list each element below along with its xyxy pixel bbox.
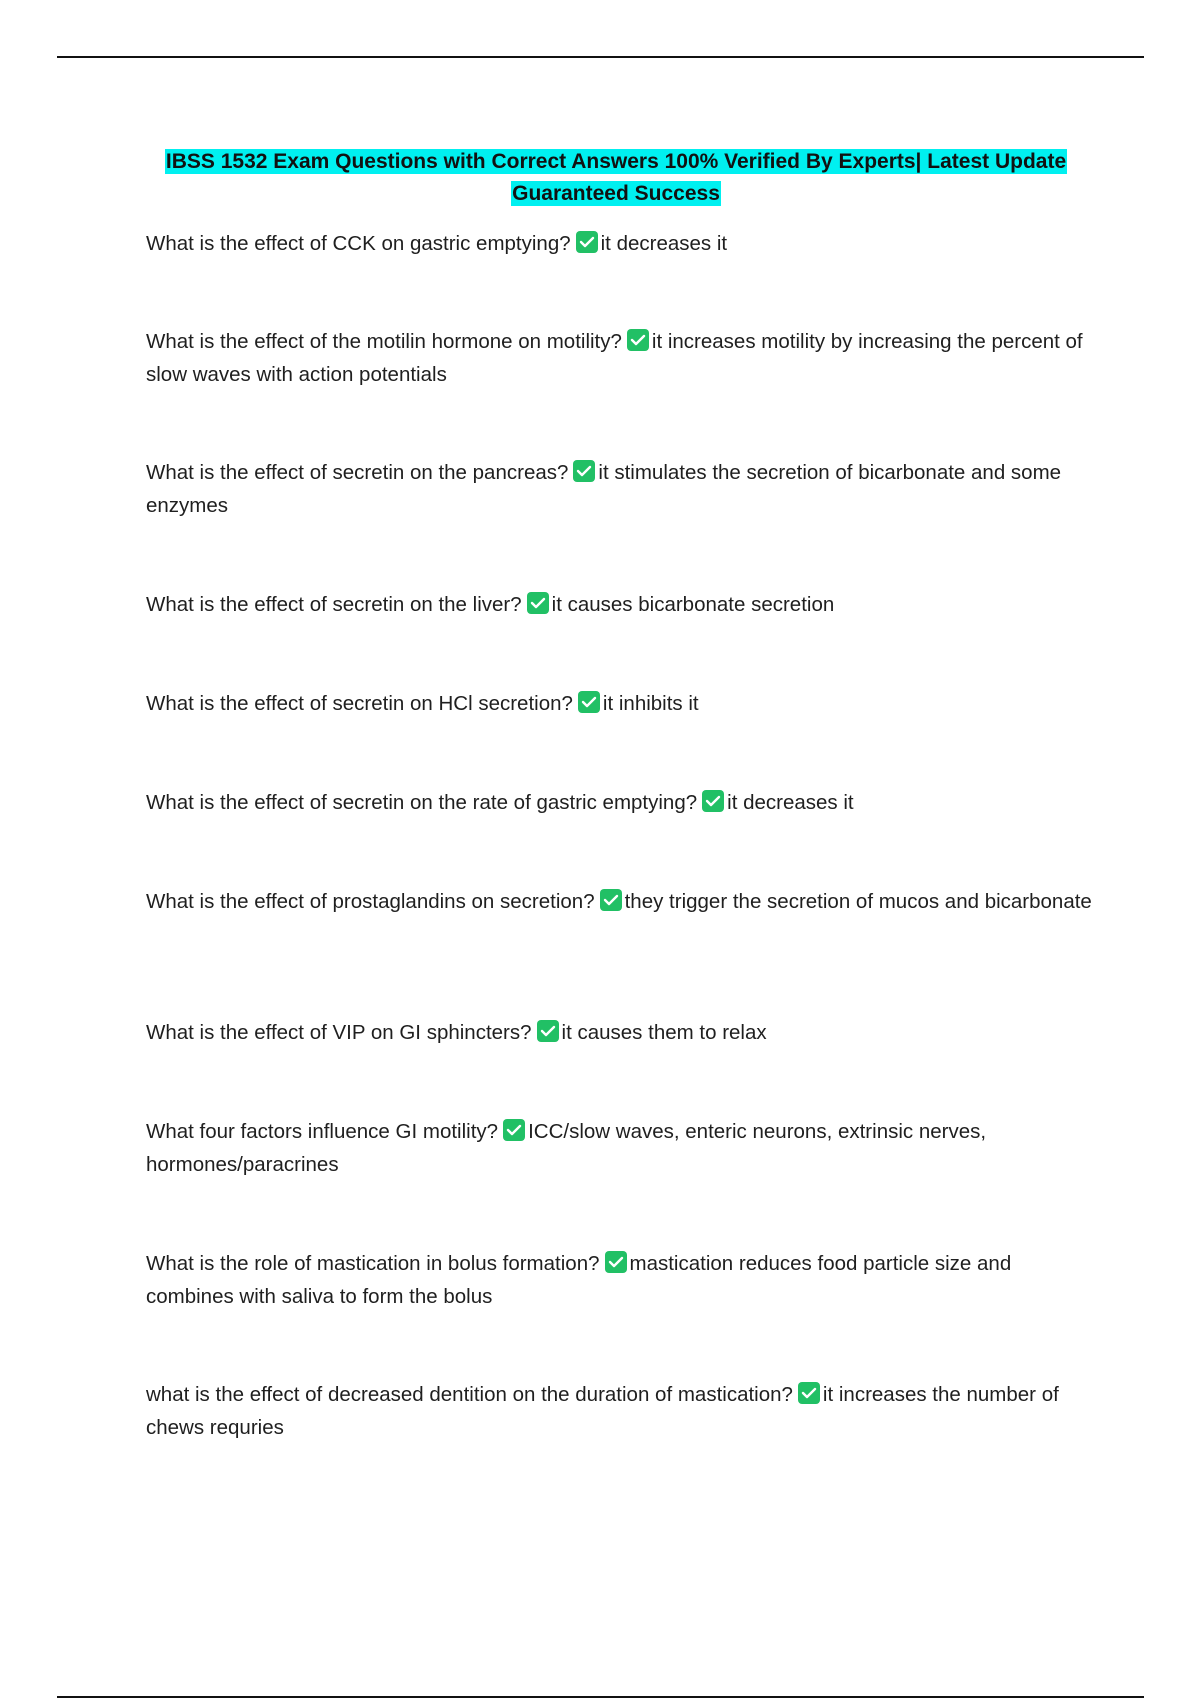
answer-text: it increases motility by increasing the percent of slow waves with action potentials (146, 330, 1083, 386)
qa-item (146, 1017, 1096, 1050)
check-mark-icon (576, 231, 598, 253)
title-line-1: IBSS 1532 Exam Questions with Correct Answers 100% Verified By Experts| Latest Update (165, 150, 1067, 173)
qa-item (146, 688, 1096, 721)
answer-text: it increases the number of chews requries (146, 1383, 1059, 1439)
answer-text: it causes them to relax (561, 1021, 767, 1044)
header-rule (57, 56, 1144, 58)
check-mark-icon (578, 691, 600, 713)
answer-text: it inhibits it (602, 692, 699, 715)
check-mark-icon (798, 1382, 820, 1404)
qa-item (146, 326, 1096, 391)
document-title (146, 146, 1086, 210)
answer-text: mastication reduces food particle size and combines with saliva to form the bolus (146, 1252, 1012, 1308)
check-mark-icon (573, 460, 595, 482)
check-mark-icon (605, 1251, 627, 1273)
qa-item (146, 457, 1096, 522)
qa-item (146, 1248, 1096, 1313)
answer-text: they trigger the secretion of mucos and bicarbonate (624, 890, 1092, 913)
check-mark-icon (627, 329, 649, 351)
question-text: What is the effect of CCK on gastric emptying? (146, 232, 571, 255)
qa-item (146, 1379, 1096, 1444)
question-text: What is the effect of secretin on the pancreas? (146, 461, 569, 484)
qa-item (146, 589, 1096, 622)
qa-item (146, 787, 1096, 820)
question-text: What is the effect of secretin on the rate of gastric emptying? (146, 791, 698, 814)
question-text: What is the effect of prostaglandins on secretion? (146, 890, 595, 913)
qa-item (146, 886, 1096, 919)
footer-rule (57, 1696, 1144, 1698)
answer-text: ICC/slow waves, enteric neurons, extrinsic nerves, hormones/paracrines (146, 1120, 987, 1176)
question-text: What is the effect of the motilin hormone on motility? (146, 330, 622, 353)
title-line-2: Guaranteed Success (512, 182, 720, 205)
check-mark-icon (527, 592, 549, 614)
qa-item (146, 1116, 1096, 1181)
check-mark-icon (600, 889, 622, 911)
question-text: What is the effect of secretin on the liver? (146, 593, 522, 616)
answer-text: it decreases it (600, 232, 728, 255)
answer-text: it decreases it (727, 791, 854, 814)
question-text: What is the role of mastication in bolus formation? (146, 1252, 600, 1275)
check-mark-icon (503, 1119, 525, 1141)
qa-item (146, 228, 1096, 261)
check-mark-icon (537, 1020, 559, 1042)
question-text: What four factors influence GI motility? (146, 1120, 499, 1143)
answer-text: it stimulates the secretion of bicarbonate and some enzymes (146, 461, 1062, 517)
check-mark-icon (702, 790, 724, 812)
question-text: What is the effect of secretin on HCl secretion? (146, 692, 573, 715)
answer-text: it causes bicarbonate secretion (551, 593, 835, 616)
question-text: What is the effect of VIP on GI sphincters? (146, 1021, 532, 1044)
question-text: what is the effect of decreased dentition on the duration of mastication? (146, 1383, 793, 1406)
